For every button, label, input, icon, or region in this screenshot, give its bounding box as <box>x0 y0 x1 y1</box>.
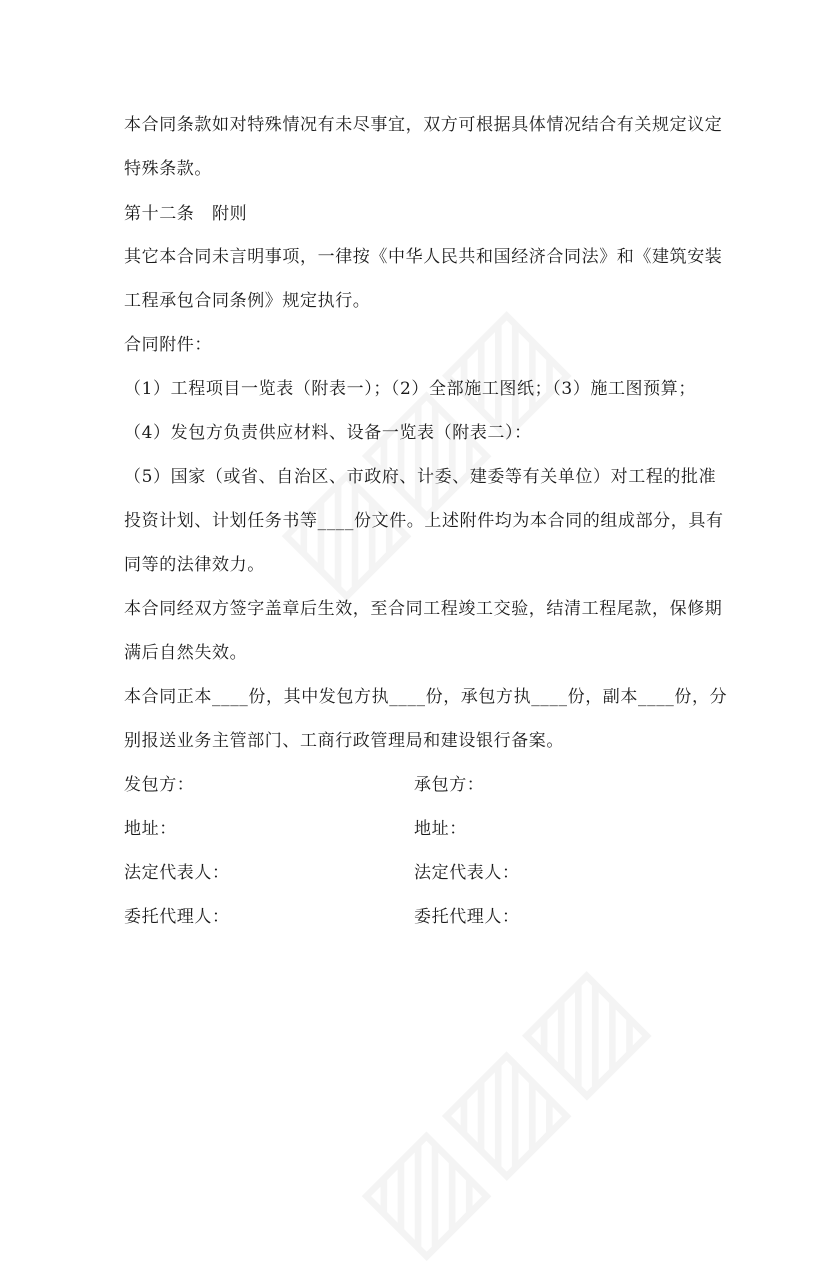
paragraph-line: 本合同正本____份，其中发包方执____份，承包方执____份，副本____份，分 <box>124 687 728 707</box>
list-item: 投资计划、计划任务书等____份文件。上述附件均为本合同的组成部分，具有 <box>124 511 724 531</box>
signature-legal-rep-label: 法定代表人： <box>414 863 520 883</box>
list-item: 同等的法律效力。 <box>124 555 265 575</box>
paragraph-line: 本合同条款如对特殊情况有未尽事宜，双方可根据具体情况结合有关规定议定 <box>124 115 723 135</box>
list-item: （5）国家（或省、自治区、市政府、计委、建委等有关单位）对工程的批准 <box>124 467 717 487</box>
attachments-heading: 合同附件： <box>124 335 212 355</box>
signature-agent-label: 委托代理人： <box>124 907 230 927</box>
paragraph-line: 工程承包合同条例》规定执行。 <box>124 291 371 311</box>
paragraph-line: 别报送业务主管部门、工商行政管理局和建设银行备案。 <box>124 731 564 751</box>
paragraph-line: 特殊条款。 <box>124 159 212 179</box>
signature-legal-rep-label: 法定代表人： <box>124 863 230 883</box>
signature-contractor-label: 发包方： <box>124 775 195 795</box>
paragraph-line: 本合同经双方签字盖章后生效，至合同工程竣工交验，结清工程尾款，保修期 <box>124 599 723 619</box>
signature-agent-label: 委托代理人： <box>414 907 520 927</box>
list-item: （1）工程项目一览表（附表一）；（2）全部施工图纸；（3）施工图预算； <box>124 379 696 399</box>
signature-address-label: 地址： <box>124 819 177 839</box>
list-item: （4）发包方负责供应材料、设备一览表（附表二）： <box>124 423 532 443</box>
signature-address-label: 地址： <box>414 819 467 839</box>
watermark-icon <box>331 940 670 1279</box>
paragraph-line: 其它本合同未言明事项，一律按《中华人民共和国经济合同法》和《建筑安装 <box>124 247 723 267</box>
section-heading: 第十二条 附则 <box>124 204 248 224</box>
paragraph-line: 满后自然失效。 <box>124 643 248 663</box>
signature-builder-label: 承包方： <box>414 775 485 795</box>
